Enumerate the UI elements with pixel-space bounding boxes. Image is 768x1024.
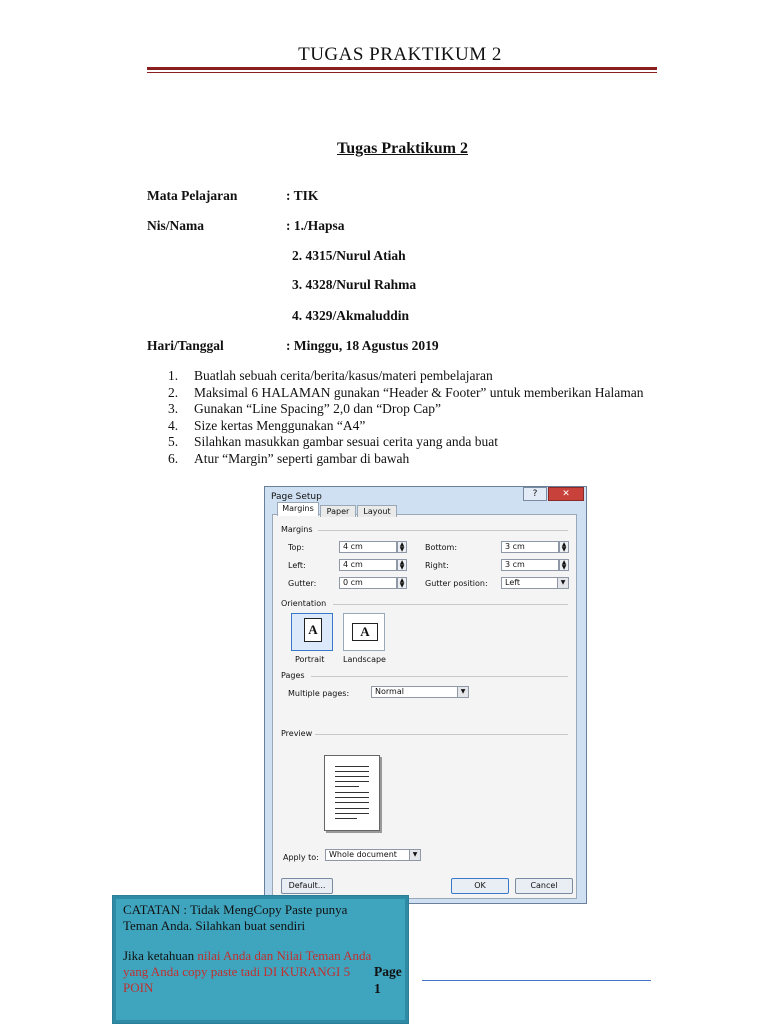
section-divider — [311, 676, 568, 677]
preview-line — [335, 776, 369, 777]
field-value-hari-tanggal: : Minggu, 18 Agustus 2019 — [286, 338, 439, 353]
gutter-spinner[interactable]: ▲ ▼ — [397, 577, 407, 589]
cancel-button[interactable]: Cancel — [515, 878, 573, 894]
preview-line — [335, 818, 357, 819]
footer-rule — [422, 980, 651, 981]
list-text: Silahkan masukkan gambar sesuai cerita yang anda buat — [194, 434, 499, 449]
field-label-nis-nama: Nis/Nama — [147, 218, 204, 233]
chevron-down-icon: ▼ — [409, 850, 420, 860]
left-margin-input[interactable]: 4 cm — [339, 559, 397, 571]
page-number: 1 — [374, 981, 381, 996]
section-pages-label: Pages — [281, 671, 305, 680]
page-number-block — [374, 963, 402, 997]
instruction-list — [168, 368, 668, 467]
portrait-label: Portrait — [295, 655, 325, 664]
section-divider — [333, 604, 568, 605]
preview-line — [335, 771, 369, 772]
right-label: Right: — [425, 561, 449, 570]
gutter-position-value: Left — [505, 578, 521, 587]
list-item — [168, 418, 668, 435]
preview-line — [335, 802, 369, 803]
list-number: 5. — [168, 434, 179, 449]
left-label: Left: — [288, 561, 306, 570]
field-value-nis-nama-3: 3. 4328/Nurul Rahma — [292, 277, 417, 292]
list-item — [168, 451, 668, 468]
portrait-page-icon: A — [304, 618, 322, 642]
landscape-label: Landscape — [343, 655, 386, 664]
note-line-1: CATATAN : Tidak MengCopy Paste punya Teman Anda. Silahkan buat sendiri — [123, 902, 348, 933]
field-value-nis-nama-2: 2. 4315/Nurul Atiah — [292, 248, 406, 263]
multiple-pages-value: Normal — [375, 687, 404, 696]
note-warning-red: nilai Anda dan Nilai Teman Anda yang Anda copy paste tadi DI KURANGI 5 POIN — [123, 948, 372, 995]
gutter-position-select[interactable] — [501, 577, 569, 589]
preview-line — [335, 797, 369, 798]
bottom-label: Bottom: — [425, 543, 458, 552]
preview-line — [335, 781, 369, 782]
portrait-option[interactable] — [291, 613, 333, 651]
dialog-title: Page Setup — [271, 492, 322, 502]
preview-line — [335, 766, 369, 767]
section-divider — [318, 530, 568, 531]
list-text: Atur “Margin” seperti gambar di bawah — [194, 450, 410, 466]
top-margin-input[interactable]: 4 cm — [339, 541, 397, 553]
tab-paper[interactable]: Paper — [320, 505, 356, 517]
chevron-down-icon: ▼ — [457, 687, 468, 697]
note-text-2 — [123, 948, 373, 996]
preview-line — [335, 808, 369, 809]
list-item — [168, 434, 668, 451]
dialog-body — [272, 504, 577, 899]
close-button[interactable]: ✕ — [548, 487, 584, 501]
right-margin-input[interactable]: 3 cm — [501, 559, 559, 571]
note-box — [112, 895, 409, 1024]
list-text: Buatlah sebuah cerita/berita/kasus/materi pembelajaran — [194, 368, 493, 383]
gutter-label: Gutter: — [288, 579, 317, 588]
field-value-nis-nama-1: : 1./Hapsa — [286, 218, 345, 233]
help-button[interactable]: ? — [523, 487, 547, 501]
list-number: 2. — [168, 384, 179, 400]
multiple-pages-label: Multiple pages: — [288, 689, 350, 698]
note-text-1 — [123, 902, 385, 934]
section-divider — [315, 734, 568, 735]
list-number: 1. — [168, 368, 179, 383]
document-title: Tugas Praktikum 2 — [337, 140, 468, 157]
preview-line — [335, 813, 369, 814]
preview-line — [335, 792, 369, 793]
bottom-margin-spinner[interactable]: ▲ ▼ — [559, 541, 569, 553]
tab-layout[interactable]: Layout — [357, 505, 397, 517]
right-margin-spinner[interactable]: ▲ ▼ — [559, 559, 569, 571]
landscape-option[interactable] — [343, 613, 385, 651]
header-title: TUGAS PRAKTIKUM 2 — [298, 44, 502, 65]
section-orientation-label: Orientation — [281, 599, 327, 608]
field-value-mata-pelajaran: : TIK — [286, 188, 319, 203]
page-preview — [324, 755, 380, 831]
list-item — [168, 385, 668, 402]
list-number: 3. — [168, 401, 179, 416]
apply-to-value: Whole document — [329, 850, 397, 859]
apply-to-select[interactable] — [325, 849, 421, 861]
header-rule-thick — [147, 67, 657, 70]
page-label: Page — [374, 964, 402, 979]
gutter-position-label: Gutter position: — [425, 579, 488, 588]
chevron-down-icon: ▼ — [557, 578, 568, 588]
list-number: 6. — [168, 450, 179, 466]
left-margin-spinner[interactable]: ▲ ▼ — [397, 559, 407, 571]
header-rule-thin — [147, 72, 657, 73]
note-warning-prefix: Jika ketahuan — [123, 948, 198, 963]
list-text: Size kertas Menggunakan “A4” — [194, 417, 366, 433]
multiple-pages-select[interactable] — [371, 686, 469, 698]
apply-to-label: Apply to: — [283, 853, 319, 862]
field-label-hari-tanggal: Hari/Tanggal — [147, 338, 224, 353]
tab-margins[interactable]: Margins — [277, 502, 319, 516]
field-label-mata-pelajaran: Mata Pelajaran — [147, 188, 238, 203]
field-value-nis-nama-4: 4. 4329/Akmaluddin — [292, 308, 410, 323]
ok-button[interactable]: OK — [451, 878, 509, 894]
preview-line — [335, 786, 359, 787]
default-button[interactable]: Default... — [281, 878, 333, 894]
page-setup-dialog — [264, 486, 587, 904]
bottom-margin-input[interactable]: 3 cm — [501, 541, 559, 553]
list-item — [168, 368, 668, 385]
list-number: 4. — [168, 417, 179, 433]
gutter-input[interactable]: 0 cm — [339, 577, 397, 589]
list-item — [168, 401, 668, 418]
top-margin-spinner[interactable]: ▲ ▼ — [397, 541, 407, 553]
list-text: Maksimal 6 HALAMAN gunakan “Header & Footer” untuk memberikan Halaman — [194, 384, 644, 400]
section-margins-label: Margins — [281, 525, 313, 534]
section-preview-label: Preview — [281, 729, 313, 738]
list-text: Gunakan “Line Spacing” 2,0 dan “Drop Cap” — [194, 401, 442, 416]
landscape-page-icon: A — [352, 623, 378, 641]
top-label: Top: — [288, 543, 305, 552]
